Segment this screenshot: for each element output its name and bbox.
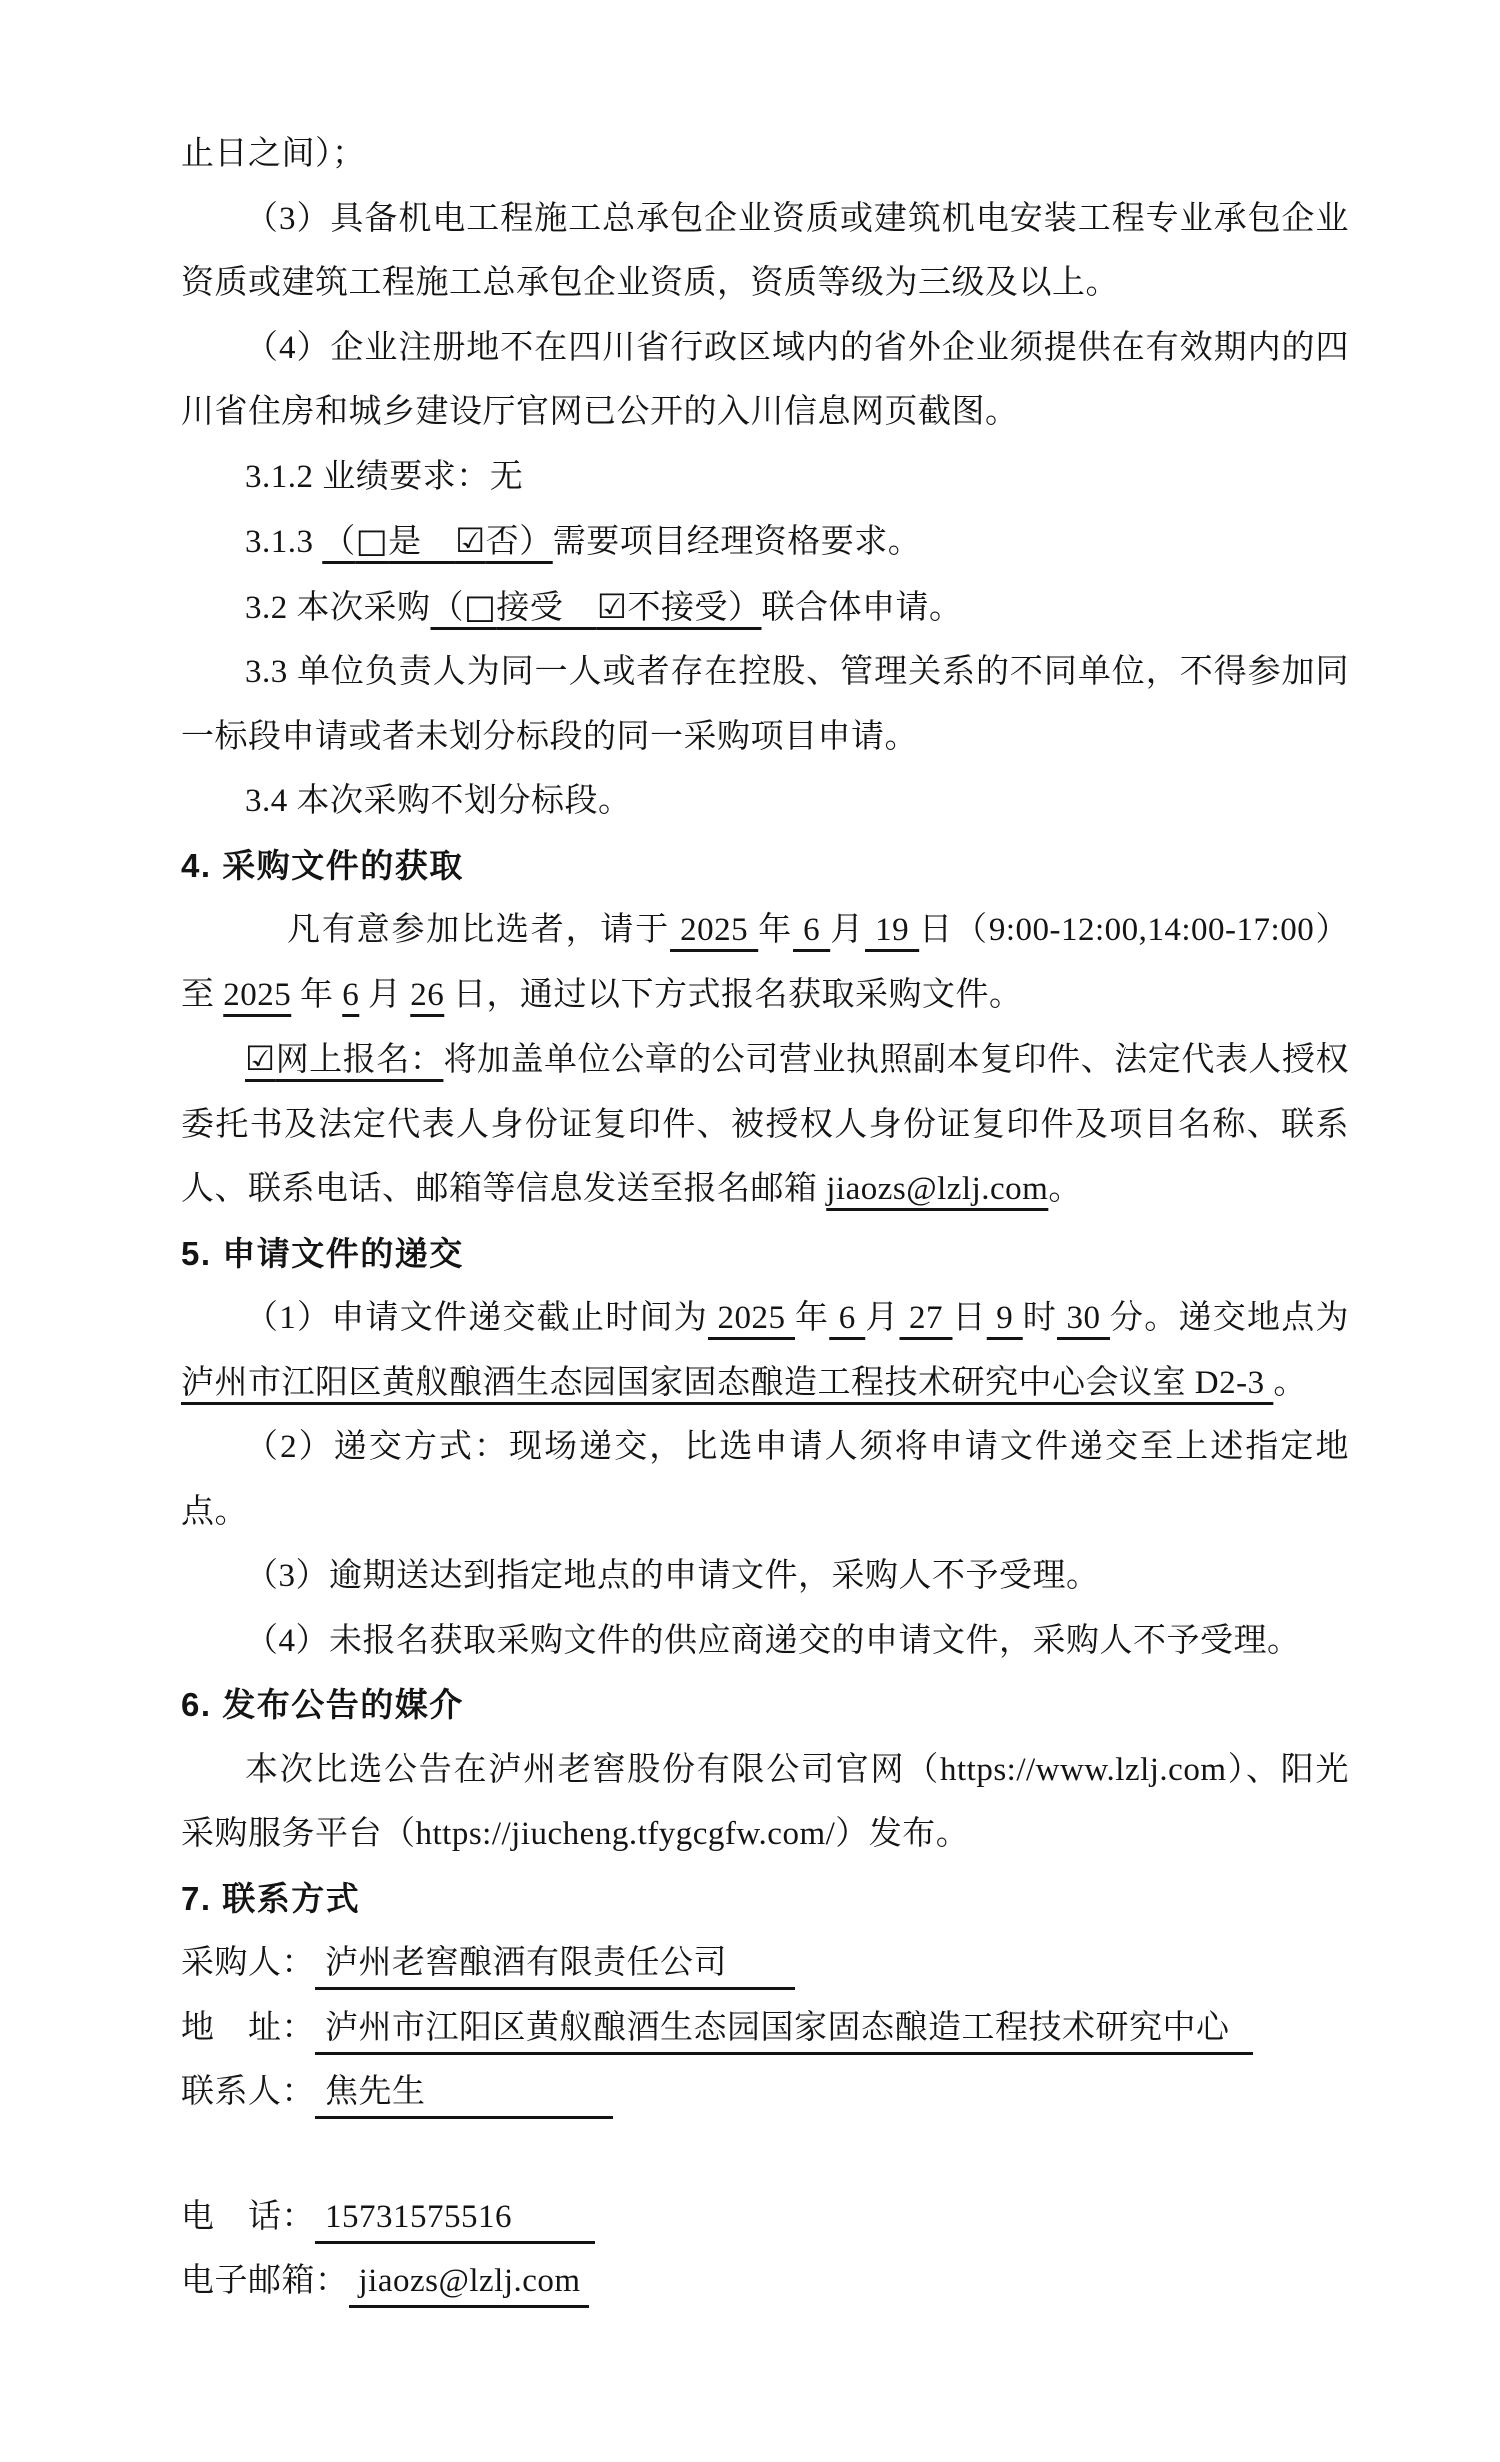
address-value: 泸州市江阳区黄舣酿酒生态园国家固态酿造工程技术研究中心 bbox=[315, 2005, 1253, 2055]
heading-5-document-submission: 5. 申请文件的递交 bbox=[181, 1234, 464, 1272]
clause-lead: 3.2 本次采购 bbox=[245, 589, 431, 626]
text-segment: 月 bbox=[359, 976, 411, 1013]
clause-text: 需要项目经理资格要求。 bbox=[552, 524, 922, 560]
email-value: jiaozs@lzlj.com bbox=[349, 2258, 589, 2308]
option-not-accept-label: 不接受） bbox=[627, 589, 762, 626]
contact-purchaser-row bbox=[181, 1931, 1349, 1996]
blank-deadline-month: 6 bbox=[829, 1300, 866, 1336]
text-segment: 。 bbox=[1048, 1171, 1082, 1207]
text-segment: 分。递交地点为 bbox=[1110, 1300, 1349, 1336]
paren-open: （ bbox=[322, 524, 356, 560]
para-3-2-consortium bbox=[181, 575, 1349, 641]
para-late-submission: （3）逾期送达到指定地点的申请文件，采购人不予受理。 bbox=[245, 1558, 1100, 1594]
text-segment: 日（9:00-12:00,14:00-17:00）至 bbox=[181, 912, 1350, 1013]
blank-start-year: 2025 bbox=[670, 912, 759, 948]
contact-email-row bbox=[181, 2249, 1349, 2314]
heading-4-document-acquisition: 4. 采购文件的获取 bbox=[181, 846, 464, 884]
para-submission-deadline bbox=[181, 1286, 1349, 1415]
checkbox-checked-no-icon: ☑ bbox=[455, 521, 486, 560]
blank-end-year: 2025 bbox=[223, 976, 292, 1013]
clause-text: 联合体申请。 bbox=[761, 589, 963, 626]
purchaser-label: 采购人： bbox=[181, 1945, 315, 1981]
para-3-1-3-project-manager bbox=[181, 509, 1349, 575]
address-label: 地 址： bbox=[181, 2009, 315, 2046]
clause-number: 3.1.3 bbox=[245, 524, 323, 560]
text-segment: 月 bbox=[830, 912, 866, 948]
paren-open: （ bbox=[430, 589, 464, 626]
checkbox-unchecked-yes-icon: □ bbox=[355, 521, 389, 560]
checkbox-unchecked-accept-icon: □ bbox=[464, 586, 497, 626]
blank-deadline-hour: 9 bbox=[986, 1300, 1023, 1336]
para-unregistered-submission: （4）未报名获取采购文件的供应商递交的申请文件，采购人不予受理。 bbox=[245, 1622, 1301, 1659]
blank-deadline-minute: 30 bbox=[1057, 1300, 1110, 1336]
para-qualification-item4: （4）企业注册地不在四川省行政区域内的省外企业须提供在有效期内的四川省住房和城乡建设厅官网已公开的入川信息网页截图。 bbox=[181, 329, 1349, 430]
text-segment: 年 bbox=[795, 1300, 830, 1336]
text-segment: 时 bbox=[1022, 1300, 1057, 1336]
checkbox-group-accept bbox=[430, 586, 762, 626]
email-label: 电子邮箱： bbox=[181, 2263, 349, 2299]
online-registration-label bbox=[245, 1039, 444, 1078]
checkbox-checked-online-icon: ☑ bbox=[245, 1039, 276, 1078]
heading-6-announcement-media: 6. 发布公告的媒介 bbox=[181, 1686, 464, 1723]
blank-deadline-day: 27 bbox=[899, 1300, 953, 1336]
online-label-text: 网上报名： bbox=[275, 1042, 444, 1078]
text-segment: 将加盖单位公章的公司营业执照副本复印件、法定代表人授权委托书及法定代表人身份证复印件、被授权人身份证复印件及项目名称、联系人、联系电话、邮箱等信息发送至报名邮箱 bbox=[181, 1042, 1350, 1207]
option-no-label: 否） bbox=[485, 524, 553, 560]
blank-end-day: 26 bbox=[410, 976, 445, 1013]
text-segment: 凡有意参加比选者，请于 bbox=[287, 912, 671, 948]
contact-phone-row bbox=[181, 2185, 1349, 2250]
para-3-4-no-lots: 3.4 本次采购不划分标段。 bbox=[245, 783, 632, 819]
para-announcement-media: 本次比选公告在泸州老窖股份有限公司官网（https://www.lzlj.com）、阳光采购服务平台（https://jiucheng.tfygcgfw.com/）发布。 bbox=[181, 1751, 1349, 1852]
text-segment: 年 bbox=[291, 976, 343, 1013]
text-segment: （1）申请文件递交截止时间为 bbox=[245, 1300, 708, 1336]
option-accept-label: 接受 bbox=[496, 589, 597, 626]
text-segment: 日 bbox=[952, 1300, 987, 1336]
contact-person-value: 焦先生 bbox=[315, 2069, 613, 2119]
option-yes-label: 是 bbox=[388, 524, 456, 560]
para-3-3-same-controller: 3.3 单位负责人为同一人或者存在控股、管理关系的不同单位，不得参加同一标段申请或者未划分标段的同一采购项目申请。 bbox=[181, 654, 1349, 755]
para-online-registration bbox=[181, 1027, 1349, 1222]
heading-7-contact-info: 7. 联系方式 bbox=[181, 1879, 361, 1917]
contact-person-row bbox=[181, 2060, 1349, 2125]
text-segment: 月 bbox=[865, 1300, 900, 1336]
blank-deadline-year: 2025 bbox=[708, 1300, 795, 1336]
text-segment: 日，通过以下方式报名获取采购文件。 bbox=[444, 976, 1023, 1013]
blank-start-day: 19 bbox=[865, 912, 920, 948]
phone-label: 电 话： bbox=[181, 2198, 315, 2235]
blank-end-month: 6 bbox=[342, 976, 360, 1013]
text-segment: 年 bbox=[758, 912, 794, 948]
contact-person-label: 联系人： bbox=[181, 2074, 315, 2110]
contact-address-row bbox=[181, 1996, 1349, 2061]
para-registration-period bbox=[181, 898, 1349, 1027]
checkbox-group-yes-no bbox=[322, 521, 553, 560]
blank-start-month: 6 bbox=[793, 912, 831, 948]
para-submission-method: （2）递交方式：现场递交，比选申请人须将申请文件递交至上述指定地点。 bbox=[181, 1429, 1349, 1530]
para-carryover: 止日之间）； bbox=[181, 136, 366, 172]
submission-location: 泸州市江阳区黄舣酿酒生态园国家固态酿造工程技术研究中心会议室 D2-3 bbox=[181, 1364, 1274, 1401]
phone-value: 15731575516 bbox=[315, 2194, 595, 2244]
checkbox-checked-not-accept-icon: ☑ bbox=[596, 586, 628, 626]
text-segment: 。 bbox=[1273, 1364, 1307, 1401]
para-3-1-2-performance: 3.1.2 业绩要求：无 bbox=[245, 458, 524, 495]
registration-email: jiaozs@lzlj.com bbox=[826, 1171, 1049, 1207]
purchaser-value: 泸州老窖酿酒有限责任公司 bbox=[315, 1940, 795, 1990]
para-qualification-item3: （3）具备机电工程施工总承包企业资质或建筑机电安装工程专业承包企业资质或建筑工程施工总承包企业资质，资质等级为三级及以上。 bbox=[181, 200, 1349, 301]
